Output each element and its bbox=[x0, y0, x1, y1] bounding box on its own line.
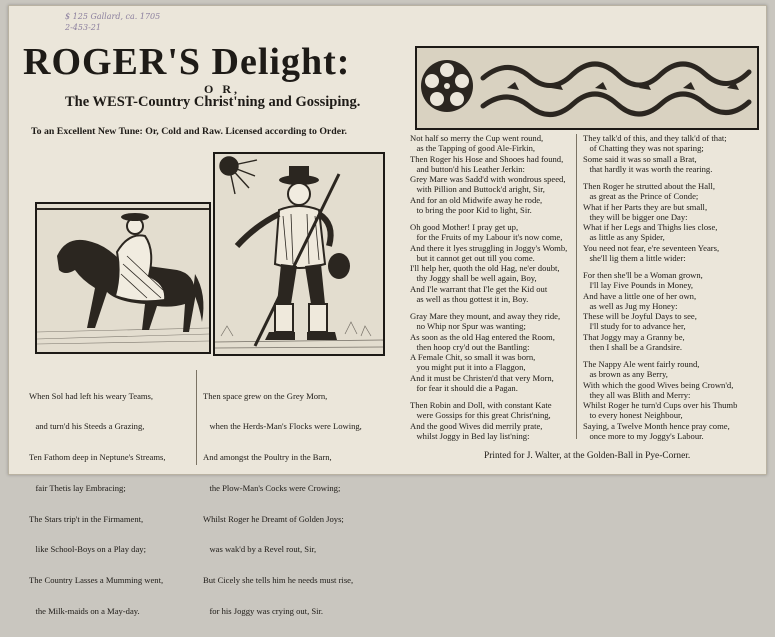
stanza bbox=[410, 133, 567, 215]
stanza bbox=[410, 400, 567, 441]
verse-line: then hoop cry'd out the Bantling: bbox=[410, 341, 530, 352]
verse-line: for his Joggy was crying out, Sir. bbox=[203, 605, 324, 616]
verse-line: that hardly it was worth the rearing. bbox=[583, 163, 713, 174]
verse-line: Whilst Roger he Dreamt of Golden Joys; bbox=[203, 513, 344, 524]
verse-line: as well as thou gottest it in, Boy. bbox=[410, 293, 529, 304]
verse-line: What if her Parts they are but small, bbox=[583, 201, 708, 212]
verse-line: Ten Fathom deep in Neptune's Streams, bbox=[29, 452, 166, 462]
ornamental-band bbox=[415, 46, 759, 130]
verse-line: And the good Wives did merrily prate, bbox=[410, 420, 543, 431]
verse-line: Some said it was so small a Brat, bbox=[583, 153, 697, 164]
verse-line: Then Roger his Hose and Shooes had found, bbox=[410, 153, 564, 164]
verse-column-1 bbox=[29, 370, 166, 637]
stanza bbox=[410, 311, 567, 393]
verse-line: as the Tapping of good Ale-Firkin, bbox=[410, 143, 536, 154]
verse-line: as well as Jug my Honey: bbox=[583, 300, 678, 311]
verse-line: with Pillion and Buttock'd aright, Sir, bbox=[410, 184, 545, 195]
woodcut-countryman bbox=[213, 152, 385, 356]
verse-line: With which the good Wives being Crown'd, bbox=[583, 379, 734, 390]
verse-line: as brown as any Berry, bbox=[583, 369, 668, 380]
verse-line: Then space grew on the Grey Morn, bbox=[203, 390, 328, 401]
verse-line: Then Robin and Doll, with constant Kate bbox=[410, 400, 552, 410]
verse-line: And there it lyes struggling in Joggy's Womb, bbox=[410, 242, 568, 253]
verse-line: but it cannot get out till you come. bbox=[410, 252, 535, 263]
title-or: O R, bbox=[204, 82, 240, 96]
verse-line: Saying, a Twelve Month hence pray come, bbox=[583, 420, 730, 431]
verse-line: Grey Mare was Sadd'd with wondrous speed, bbox=[410, 174, 566, 184]
verse-line: thy Joggy shall be well again, Boy, bbox=[410, 273, 537, 284]
stanza-gap bbox=[583, 174, 737, 181]
woodcut-horse-rider bbox=[35, 202, 211, 354]
verse-line: Whilst Roger he turn'd Cups over his Thumb bbox=[583, 400, 738, 410]
verse-line: to every honest Neighbour, bbox=[583, 410, 683, 421]
stanza bbox=[583, 181, 737, 263]
handwritten-shelf-mark: 2-453-21 bbox=[65, 23, 101, 32]
stanza-gap bbox=[410, 304, 567, 311]
verse-line: you might put it into a Flaggon, bbox=[410, 362, 526, 373]
verse-line: for the Fruits of my Labour it's now come, bbox=[410, 232, 563, 243]
verse-line: and turn'd his Steeds a Grazing, bbox=[29, 421, 145, 432]
verse-line: the Plow-Man's Cocks were Crowing; bbox=[203, 482, 341, 493]
verse-line: They talk'd of this, and they talk'd of that; bbox=[583, 133, 727, 143]
tune-line: To an Excellent New Tune: Or, Cold and Raw. Licensed according to Order. bbox=[31, 126, 347, 137]
verse-line: A Female Chit, so small it was born, bbox=[410, 352, 536, 362]
column-rule bbox=[576, 134, 577, 439]
verse-line: The Country Lasses a Mumming went, bbox=[29, 575, 164, 585]
verse-line: And amongst the Poultry in the Barn, bbox=[203, 452, 332, 462]
countryman-illustration bbox=[215, 154, 383, 354]
verse-line: The Nappy Ale went fairly round, bbox=[583, 359, 700, 369]
stanza-gap bbox=[583, 352, 737, 359]
verse-line: But Cicely she tells him he needs must rise, bbox=[203, 575, 354, 585]
verse-line: the Milk-maids on a May-day. bbox=[29, 605, 140, 616]
stanza-gap bbox=[410, 393, 567, 400]
stanza-gap bbox=[583, 263, 737, 270]
verse-line: As soon as the old Hag entered the Room, bbox=[410, 331, 555, 342]
verse-line: as little as any Spider, bbox=[583, 232, 665, 243]
verse-line: when the Herds-Man's Flocks were Lowing, bbox=[203, 421, 362, 432]
verse-line: were Gossips for this great Christ'ning, bbox=[410, 410, 551, 421]
verse-line: When Sol had left his weary Teams, bbox=[29, 390, 154, 401]
verse-line: And it must be Christen'd that very Morn, bbox=[410, 372, 554, 383]
verse-line: These will be Joyful Days to see, bbox=[583, 311, 697, 321]
verse-line: fair Thetis lay Embracing; bbox=[29, 482, 126, 493]
verse-line: they will be bigger one Day: bbox=[583, 211, 688, 222]
verse-line: for fear it should die a Pagan. bbox=[410, 382, 518, 393]
verse-line: once more to my Joggy's Labour. bbox=[583, 430, 704, 441]
verse-line: they all was Blith and Merry: bbox=[583, 389, 691, 400]
verse-line: whilst Joggy in Bed lay list'ning: bbox=[410, 430, 530, 441]
stanza bbox=[410, 222, 567, 304]
verse-line: like School-Boys on a Play day; bbox=[29, 544, 146, 555]
verse-line: to bring the poor Kid to light, Sir. bbox=[410, 204, 532, 215]
verse-line: And for an old Midwife away he rode, bbox=[410, 194, 543, 205]
verse-line: she'll lig them a little wider: bbox=[583, 252, 686, 263]
verse-line: You need not fear, e're seventeen Years, bbox=[583, 242, 720, 253]
stanza bbox=[583, 359, 737, 441]
verse-line: For then she'll be a Woman grown, bbox=[583, 270, 703, 280]
verse-line: then I shall be a Grandsire. bbox=[583, 341, 683, 352]
verse-line: I'll help her, quoth the old Hag, ne'er doubt, bbox=[410, 263, 560, 273]
stanza-gap bbox=[410, 215, 567, 222]
verse-line: Not half so merry the Cup went round, bbox=[410, 133, 544, 143]
horse-rider-illustration bbox=[37, 204, 209, 352]
stanza bbox=[583, 270, 737, 352]
verse-line: Oh good Mother! I pray get up, bbox=[410, 222, 519, 232]
verse-column-2 bbox=[203, 370, 362, 637]
verse-line: And I'le warrant that I'le get the Kid out bbox=[410, 283, 548, 294]
broadside-sheet bbox=[8, 5, 767, 616]
handwritten-catalog-note: $ 125 Gallard, ca. 1705 bbox=[65, 12, 161, 21]
printer-imprint: Printed for J. Walter, at the Golden-Ball in Pye-Corner. bbox=[484, 451, 691, 461]
verse-line: as great as the Prince of Conde; bbox=[583, 191, 699, 202]
verse-column-4 bbox=[583, 133, 737, 441]
verse-line: was wak'd by a Revel rout, Sir, bbox=[203, 544, 317, 555]
stanza bbox=[583, 133, 737, 174]
verse-line: And have a little one of her own, bbox=[583, 290, 697, 301]
verse-line: no Whip nor Spur was wanting; bbox=[410, 321, 526, 332]
ballad-title: ROGER'S Delight: bbox=[23, 41, 351, 83]
verse-line: and button'd his Leather Jerkin: bbox=[410, 163, 525, 174]
verse-line: The Stars trip't in the Firmament, bbox=[29, 513, 144, 524]
verse-line: I'll lay Five Pounds in Money, bbox=[583, 280, 694, 291]
column-rule bbox=[196, 370, 197, 465]
verse-column-3 bbox=[410, 133, 567, 441]
ballad-subtitle: The WEST-Country Christ'ning and Gossiping. bbox=[65, 94, 361, 110]
verse-line: That Joggy may a Granny be, bbox=[583, 331, 685, 342]
verse-line: I'll study for to advance her, bbox=[583, 321, 686, 332]
verse-line: of Chatting they was not sparing; bbox=[583, 143, 704, 154]
rose-ornament bbox=[417, 48, 757, 128]
verse-line: Then Roger he strutted about the Hall, bbox=[583, 181, 715, 191]
verse-line: What if her Legs and Thighs lies close, bbox=[583, 222, 718, 232]
verse-line: Gray Mare they mount, and away they ride, bbox=[410, 311, 561, 321]
